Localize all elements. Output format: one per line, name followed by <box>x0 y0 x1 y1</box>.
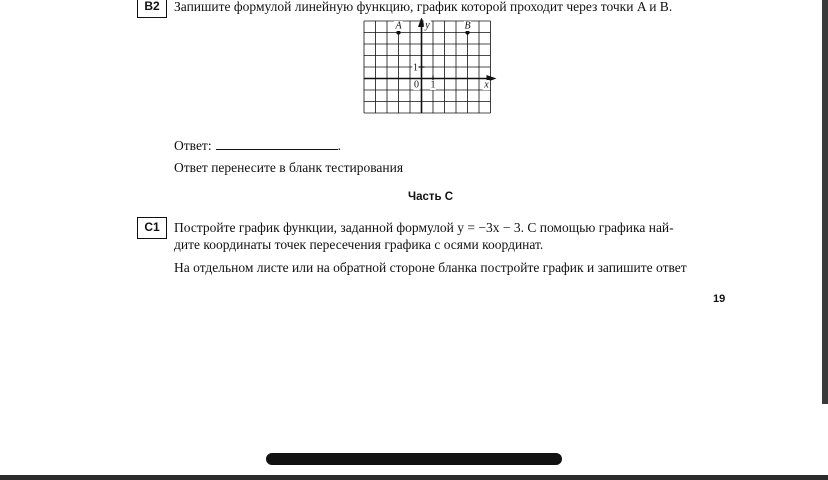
task-b2-text: Запишите формулой линейную функцию, график которой проходит через точки A и B. <box>174 0 673 14</box>
answer-prefix: Ответ: <box>174 138 212 153</box>
y-unit-label: 1 <box>413 62 418 74</box>
point-a-label: A <box>395 20 402 32</box>
point-b-label: B <box>464 20 471 32</box>
right-edge-bar <box>822 0 828 404</box>
task-c1-instruction: На отдельном листе или на обратной стороне бланка постройте график и запишите ответ <box>174 260 687 275</box>
origin-label: 0 <box>414 79 419 91</box>
scroll-indicator[interactable] <box>266 453 562 465</box>
task-c1-label: C1 <box>137 217 167 239</box>
bottom-border <box>0 475 828 480</box>
task-c1-text-line2: дите координаты точек пересечения графика с осями координат. <box>174 237 544 252</box>
answer-row <box>174 137 341 154</box>
transfer-instruction: Ответ перенесите в бланк тестирования <box>174 160 404 175</box>
coordinate-graph <box>356 18 506 124</box>
x-unit-label: 1 <box>430 79 436 91</box>
task-b2-label: B2 <box>137 0 167 18</box>
part-c-title: Часть C <box>408 191 454 203</box>
answer-field[interactable] <box>216 137 338 150</box>
answer-suffix: . <box>337 138 341 153</box>
task-c1-text-line1: Постройте график функции, заданной формулой y = −3x − 3. С помощью графика най- <box>174 220 674 235</box>
page-number: 19 <box>713 293 726 305</box>
x-axis-label: x <box>484 79 489 91</box>
y-axis-label: y <box>425 20 430 31</box>
